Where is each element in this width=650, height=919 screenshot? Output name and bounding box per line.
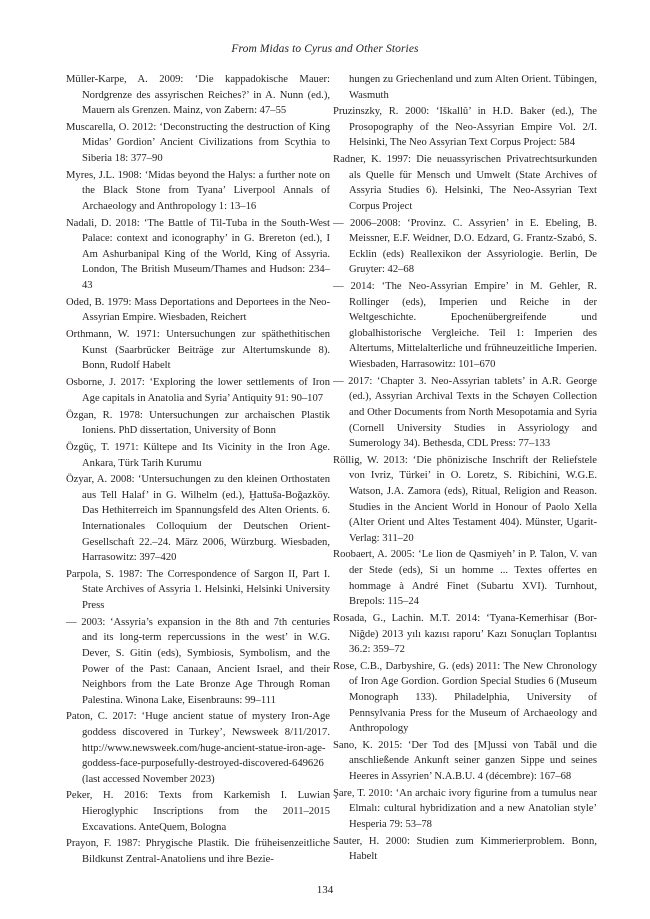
reference-continuation: hungen zu Griechenland und zum Alten Orient. Tübingen, Wasmuth	[349, 74, 597, 101]
reference-entry: Şare, T. 2010: ‘An archaic ivory figurine from a tumulus near Elmalı: cultural hybridization and a new Anatolian style’ Hesperia 79: 53–78	[333, 787, 597, 830]
reference-entry: Sauter, H. 2000: Studien zum Kimmerierproblem. Bonn, Habelt	[333, 835, 597, 863]
reference-entry: Radner, K. 1997: Die neuassyrischen Privatrechtsurkunden als Quelle für Mensch und Umwelt (State Archives of Assyria Studies 6). Helsinki, The Neo-Assyrian Text Corpus Project	[333, 154, 597, 212]
reference-entry: Pruzinszky, R. 2000: ‘Iškallû’ in H.D. Baker (ed.), The Prosopography of the Neo-Assyrian Empire Vol. 2/I. Helsinki, The Neo Assyrian Text Corpus Project: 584	[333, 106, 597, 149]
reference-entry: Röllig, W. 2013: ‘Die phönizische Inschrift der Reliefstele von Ivriz, Türkei’ in O. Loretz, S. Ribichini, W.G.E. Watson, J.A. Zamora (eds), Ritual, Religion and Reason. Studies in the Ancient World in Honour of Paolo Xella (Alter Orient und Altes Testament 404). Münster, Ugarit-Verlag: 311–20	[333, 454, 597, 544]
bibliography-left-column	[66, 72, 330, 869]
reference-entry: — 2006–2008: ‘Provinz. C. Assyrien’ in E. Ebeling, B. Meissner, E.F. Weidner, D.O. Edzard, G. Frantz-Szabó, S. Ecklin (eds) Reallexikon der Assyriologie. Berlin, De Gruyter: 42–68	[333, 217, 597, 276]
reference-entry: Özgüç, T. 1971: Kültepe and Its Vicinity in the Iron Age. Ankara, Türk Tarih Kurumu	[66, 441, 330, 469]
reference-entry: — 2003: ‘Assyria’s expansion in the 8th and 7th centuries and its long-term repercussions in the west’ in W.G. Dever, S. Gitin (eds), Symbiosis, Symbolism, and the Power of the Past: Canaan, Ancient Israel, and their Neighbors from the Late Bronze Age Through Roman Palestina. Winona Lake, Eisenbrauns: 99–111	[66, 616, 330, 706]
reference-entry: Özgan, R. 1978: Untersuchungen zur archaischen Plastik Ioniens. PhD dissertation, University of Bonn	[66, 409, 330, 437]
reference-entry: Müller-Karpe, A. 2009: ‘Die kappadokische Mauer: Nordgrenze des assyrischen Reiches?’ in A. Nunn (ed.), Mauern als Grenzen. Mainz, von Zabern: 47–55	[66, 74, 330, 117]
running-title: From Midas to Cyrus and Other Stories	[231, 43, 419, 55]
reference-entry: Myres, J.L. 1908: ‘Midas beyond the Halys: a further note on the Black Stone from Tyana’ Liverpool Annals of Archaeology and Anthropology 1: 13–16	[66, 169, 330, 212]
reference-entry: Oded, B. 1979: Mass Deportations and Deportees in the Neo-Assyrian Empire. Wiesbaden, Reichert	[66, 296, 330, 324]
reference-entry: Peker, H. 2016: Texts from Karkemish I. Luwian Hieroglyphic Inscriptions from the 2011–2015 Excavations. AnteQuem, Bologna	[66, 790, 330, 833]
page-number: 134	[316, 884, 334, 896]
reference-entry: Rose, C.B., Darbyshire, G. (eds) 2011: The New Chronology of Iron Age Gordion. Gordion Special Studies 6 (Museum Monograph 133). Philadelphia, University of Pennsylvania Press for the Museum of Archaeology and Anthropology	[333, 660, 597, 735]
reference-entry: Nadali, D. 2018: ‘The Battle of Til-Tuba in the South-West Palace: context and iconography’ in G. Brereton (ed.), I Am Ashurbanipal King of the World, King of Assyria. London, The British Museum/Thames and Hudson: 234–43	[66, 217, 330, 291]
reference-entry: — 2014: ‘The Neo-Assyrian Empire’ in M. Gehler, R. Rollinger (eds), Imperien und Reiche in der Weltgeschichte. Epochenübergreifende und globalhistorische Vergleiche. Teil 1: Imperien des Altertums, Mittelalterliche und frühneuzeitliche Imperien. Wiesbaden, Harrasowitz: 101–670	[333, 281, 597, 371]
reference-entry: Osborne, J. 2017: ‘Exploring the lower settlements of Iron Age capitals in Anatolia and Syria’ Antiquity 91: 90–107	[66, 377, 330, 404]
reference-entry: Rosada, G., Lachin. M.T. 2014: ‘Tyana-Kemerhisar (Bor-Niğde) 2013 yılı kazısı raporu’ Kazı Sonuçları Toplantısı 36.2: 359–72	[333, 612, 597, 656]
reference-entry: Özyar, A. 2008: ‘Untersuchungen zu den kleinen Orthostaten aus Tell Halaf’ in G. Wilhelm (ed.), Ḫattuša-Boğazköy. Das Hethiterreich im Spannungsfeld des Alten Orients. 6. Internationales Colloquium der Deutschen Orient-Gesellschaft 22.–24. März 2006, Würzburg. Wiesbaden, Harrasowitz: 397–420	[66, 474, 330, 564]
reference-entry: Roobaert, A. 2005: ‘Le lion de Qasmiyeh’ in P. Talon, V. van der Stede (eds), Si un homme ... Textes offertes en hommage à André Finet (Subartu XVI). Turnhout, Brepols: 115–24	[333, 549, 597, 608]
reference-entry: Orthmann, W. 1971: Untersuchungen zur späthethitischen Kunst (Saarbrücker Beiträge zur Altertumskunde 8). Bonn, Rudolf Habelt	[66, 329, 330, 372]
bibliography-right-column	[333, 72, 597, 866]
reference-entry: Muscarella, O. 2012: ‘Deconstructing the destruction of King Midas’ Gordion’ Ancient Civilizations from Scythia to Siberia 18: 377–90	[66, 121, 330, 165]
reference-entry: Sano, K. 2015: ‘Der Tod des [M]ussi von Tabāl und die anschließende Ankunft seiner ganzen Sippe und seines Heeres in Assyrien’ N.A.B.U. 4 (décembre): 167–68	[333, 739, 597, 783]
reference-entry: Paton, C. 2017: ‘Huge ancient statue of mystery Iron-Age goddess discovered in Turkey’, Newsweek 8/11/2017. http://www.newsweek.com/huge-ancient-statue-iron-age-goddess-face-purposefully-destroyed-discovered-649626 (last accessed November 2023)	[66, 711, 330, 785]
reference-entry: Prayon, F. 1987: Phrygische Plastik. Die früheisenzeitliche Bildkunst Zentral-Anatoliens und ihre Bezie-	[66, 838, 330, 865]
reference-entry: — 2017: ‘Chapter 3. Neo-Assyrian tablets’ in A.R. George (ed.), Assyrian Archival Texts in the Schøyen Collection and Other Documents from North Mesopotamia and Syria (Cornell University Studies in Assyriology and Sumerology 34). Bethesda, CDL Press: 77–133	[333, 375, 597, 450]
reference-entry: Parpola, S. 1987: The Correspondence of Sargon II, Part I. State Archives of Assyria 1. Helsinki, Helsinki University Press	[66, 568, 330, 612]
